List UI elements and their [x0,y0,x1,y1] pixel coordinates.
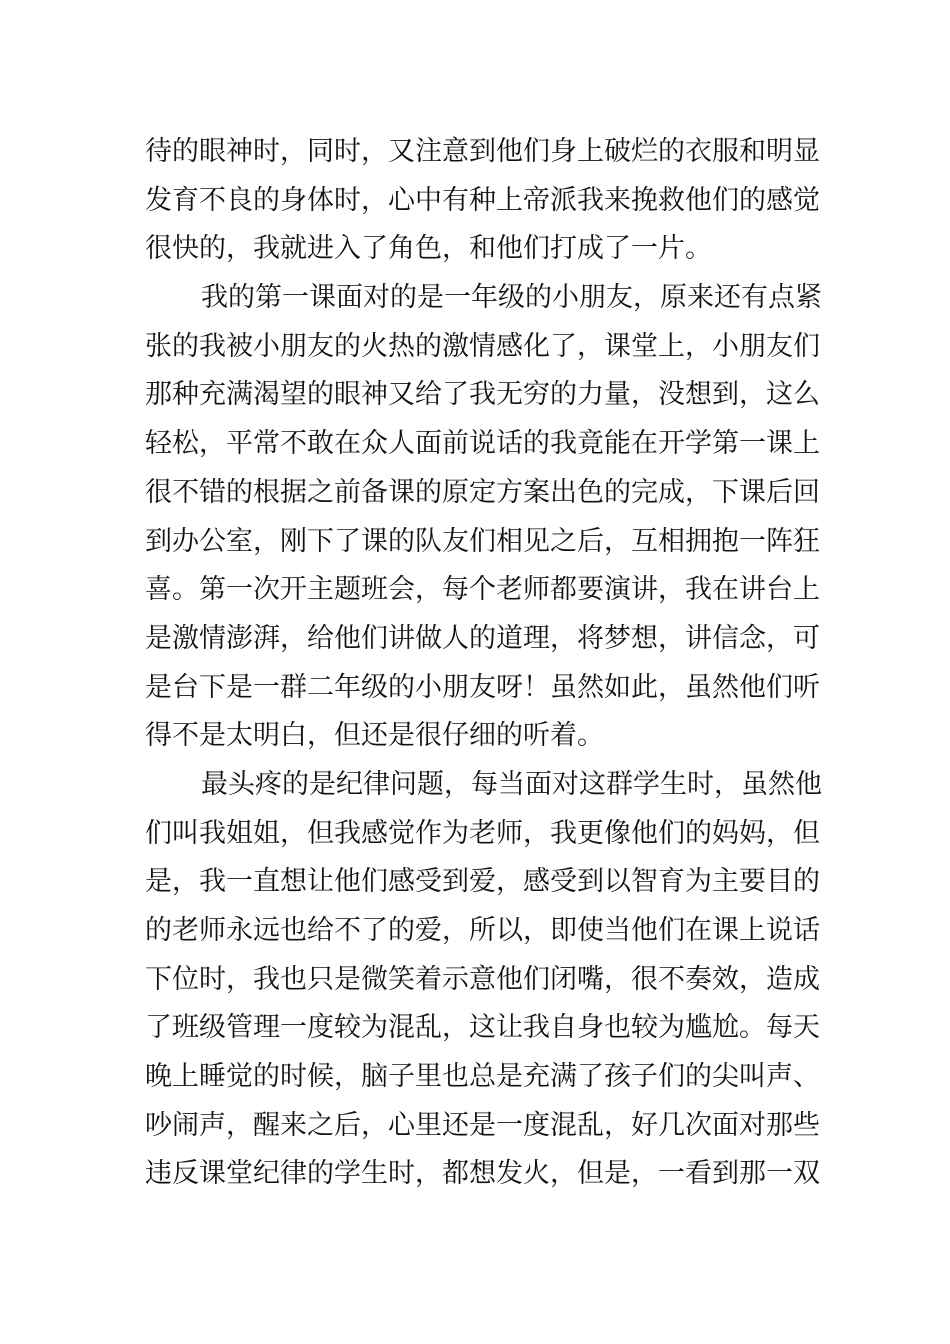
text-line: 们叫我姐姐，但我感觉作为老师，我更像他们的妈妈，但 [145,817,820,849]
text-line: 待的眼神时，同时，又注意到他们身上破烂的衣服和明显 [145,136,820,167]
text-line: 张的我被小朋友的火热的激情感化了，课堂上，小朋友们 [145,330,820,362]
text-line: 下位时，我也只是微笑着示意他们闭嘴，很不奏效，造成 [145,963,820,995]
text-line: 很不错的根据之前备课的原定方案出色的完成，下课后回 [145,476,820,508]
text-line: 是台下是一群二年级的小朋友呀！虽然如此，虽然他们听 [145,671,820,703]
text-line: 晚上睡觉的时候，脑子里也总是充满了孩子们的尖叫声、 [145,1061,820,1093]
text-line: 的老师永远也给不了的爱，所以，即使当他们在课上说话 [145,915,820,946]
text-line: 轻松，平常不敢在众人面前说话的我竟能在开学第一课上 [145,428,820,460]
text-line: 吵闹声，醒来之后，心里还是一度混乱，好几次面对那些 [145,1109,820,1141]
text-line: 喜。第一次开主题班会，每个老师都要演讲，我在讲台上 [145,574,820,606]
paragraph-first-line: 我的第一课面对的是一年级的小朋友，原来还有点紧 [201,282,822,314]
text-line: 很快的，我就进入了角色，和他们打成了一片。 [145,233,712,265]
text-line: 那种充满渴望的眼神又给了我无穷的力量，没想到，这么 [145,379,820,411]
body-text [145,128,822,1199]
text-line: 违反课堂纪律的学生时，都想发火，但是，一看到那一双 [145,1158,820,1190]
text-line: 是，我一直想让他们感受到爱，感受到以智育为主要目的 [145,866,820,898]
paragraph-first-line: 最头疼的是纪律问题，每当面对这群学生时，虽然他 [201,768,822,800]
text-line: 了班级管理一度较为混乱，这让我自身也较为尴尬。每天 [145,1012,820,1044]
text-line: 得不是太明白，但还是很仔细的听着。 [145,720,604,752]
text-line: 发育不良的身体时，心中有种上帝派我来挽救他们的感觉 [145,184,820,216]
text-line: 到办公室，刚下了课的队友们相见之后，互相拥抱一阵狂 [145,525,820,557]
text-line: 是激情澎湃，给他们讲做人的道理，将梦想，讲信念，可 [145,622,820,654]
